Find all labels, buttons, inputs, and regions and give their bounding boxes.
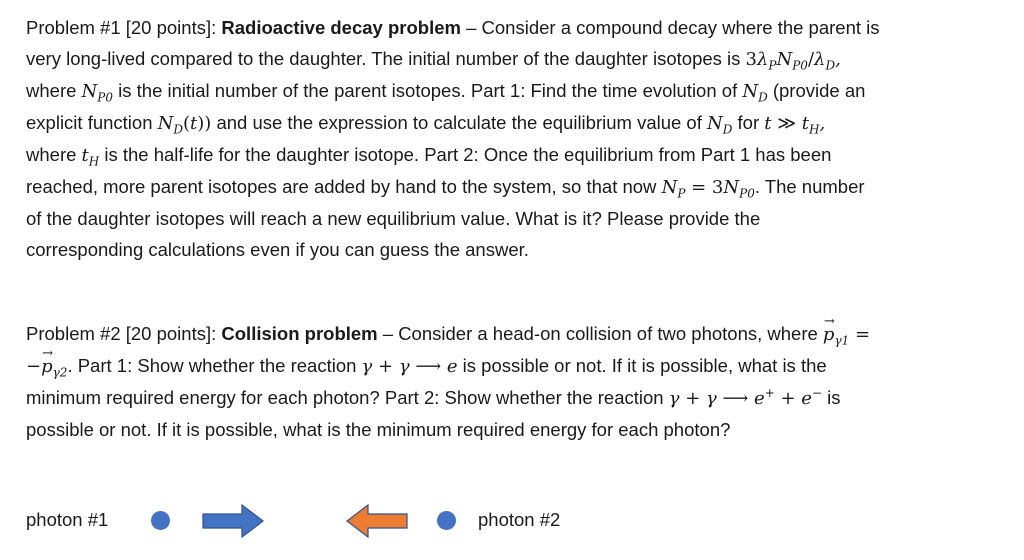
problem-1-text: very long-lived compared to the daughter. The initial number of the daughter isotopes is — [26, 48, 746, 69]
equation: γ — [398, 356, 410, 377]
left-arrow-icon — [346, 504, 408, 538]
equation: )) — [197, 113, 212, 134]
equation: $t_H$, — [801, 113, 826, 137]
photon-1-label: photon #1 — [26, 509, 109, 530]
problem-2-heading: Problem #2 [20 points]: — [26, 323, 222, 344]
equation: + — [679, 388, 707, 409]
problem-1-text: where — [26, 80, 82, 101]
equation: $N_{P0}$ — [81, 81, 113, 105]
equation: $N_D$ — [157, 113, 183, 137]
problem-1-text: (provide an — [767, 80, 866, 101]
problem-2-text: – Consider a head-on collision of two photons, where — [377, 323, 823, 344]
problem-1-text: is the half-life for the daughter isotope. Part 2: Once the equilibrium from Part 1 has been — [99, 144, 832, 165]
equation: $t_H$ — [81, 145, 100, 169]
equation: + — [774, 388, 802, 409]
equation: / — [807, 49, 815, 70]
problem-1 — [26, 12, 1001, 265]
equation: → $p_{\gamma 1}$ — [823, 324, 849, 345]
problem-1-text: . The number — [754, 176, 865, 197]
photon-1-circle — [151, 511, 170, 530]
equation: γ — [361, 356, 373, 377]
problem-1-text: is the initial number of the parent isotopes. Part 1: Find the time evolution of — [113, 80, 743, 101]
problem-1-text: for — [732, 112, 765, 133]
equation: $N_D$ — [707, 113, 733, 137]
equation: t — [764, 113, 772, 134]
problem-1-text: explicit function — [26, 112, 158, 133]
problem-1-text: of the daughter isotopes will reach a new equilibrium value. What is it? Please provide the — [26, 208, 761, 229]
equation: $N_P$ — [661, 177, 686, 201]
equation: ( — [183, 113, 191, 134]
problem-2-text: . Part 1: Show whether the reaction — [67, 355, 362, 376]
photon-2-label: photon #2 — [478, 509, 561, 530]
equation: e — [446, 356, 458, 377]
equation: $N_{P0}$ — [723, 177, 755, 201]
right-arrow-icon — [202, 504, 264, 538]
equation: ⟶ — [716, 388, 755, 409]
equation: ⟶ — [409, 356, 447, 377]
problem-1-text: – Consider a compound decay where the parent is — [460, 17, 880, 38]
equation: − — [26, 356, 42, 377]
problem-1-text: and use the expression to calculate the equilibrium value of — [211, 112, 708, 133]
equation: γ — [706, 388, 717, 409]
problem-2-text: minimum required energy for each photon? Part 2: Show whether the reaction — [26, 387, 669, 408]
equation: $\lambda_PN_{P0}$ — [756, 49, 808, 73]
problem-1-heading: Problem #1 [20 points]: — [26, 17, 222, 38]
problem-2-title: Collision problem — [221, 323, 378, 344]
equation: + — [372, 356, 399, 377]
equation: e+ — [754, 386, 775, 409]
arrow-1-shape — [203, 505, 263, 537]
equation: ≫ — [771, 113, 802, 134]
problem-2-text: possible or not. If it is possible, what is the minimum required energy for each photon? — [26, 419, 731, 440]
problem-2-text: is — [822, 387, 841, 408]
problem-1-text: where — [26, 144, 82, 165]
problem-2-text: is possible or not. If it is possible, what is the — [457, 355, 827, 376]
equation: e− — [801, 386, 822, 409]
equation: → $p_{\gamma 2}$ — [41, 356, 67, 377]
equation: $\lambda_D$, — [814, 49, 841, 73]
photon-2-circle — [437, 511, 456, 530]
equation: = — [849, 324, 871, 345]
problem-1-title: Radioactive decay problem — [221, 17, 461, 38]
equation: = 3 — [685, 177, 724, 198]
problem-2 — [26, 318, 1001, 445]
equation: $N_D$ — [742, 81, 768, 105]
problem-1-text: corresponding calculations even if you can guess the answer. — [26, 239, 529, 260]
equation: 3 — [745, 49, 757, 70]
equation: t — [190, 113, 198, 134]
arrow-2-shape — [347, 505, 407, 537]
equation: γ — [668, 388, 680, 409]
photon-diagram — [0, 490, 1024, 560]
problem-1-text: reached, more parent isotopes are added by hand to the system, so that now — [26, 176, 662, 197]
